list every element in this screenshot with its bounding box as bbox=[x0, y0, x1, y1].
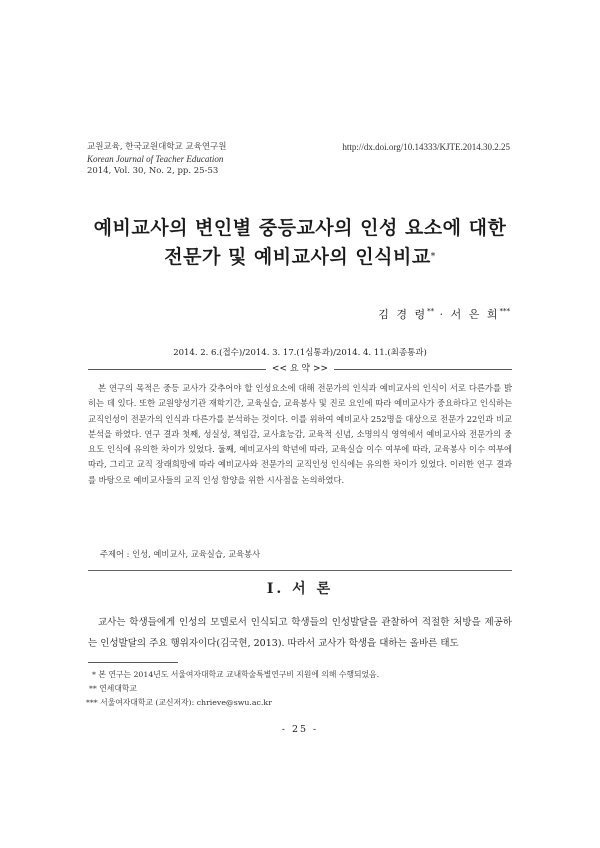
publisher: 교원교육, 한국교원대학교 교육연구원 bbox=[87, 142, 227, 152]
author-2: 서 은 희 bbox=[450, 308, 500, 321]
author-separator: · bbox=[434, 308, 451, 321]
keywords: 주제어 : 인성, 예비교사, 교육실습, 교육봉사 bbox=[100, 549, 261, 559]
journal-header bbox=[87, 141, 226, 177]
submission-dates: 2014. 2. 6.(접수)/2014. 3. 17.(1심통과)/2014. 4. 11.(최종통과) bbox=[173, 348, 427, 358]
abstract-bottom-rule bbox=[88, 570, 512, 571]
body-paragraph: 교사는 학생들에게 인성의 모델로서 인식되고 학생들의 인성발달을 관찰하여 적절한 처방을 제공하는 인성발달의 주요 행위자이다(김국현, 2013). 따라서 교사가 학생을 대하는 올바른 태도 bbox=[88, 617, 512, 649]
footnote-3: *** 서울여자대학교 (교신저자): chrieve@swu.ac.kr bbox=[86, 698, 272, 707]
title-line-1: 예비교사의 변인별 중등교사의 인성 요소에 대한 bbox=[93, 217, 507, 239]
section-title: Ⅰ. 서 론 bbox=[266, 581, 334, 597]
title-footnote-mark: * bbox=[430, 252, 436, 262]
footnote-2: ** 연세대학교 bbox=[89, 684, 137, 693]
doi-link[interactable]: http://dx.doi.org/10.14333/KJTE.2014.30.2.25 bbox=[342, 142, 510, 152]
footnote-1: * 본 연구는 2014년도 서울여자대학교 교내학술특별연구비 지원에 의해 수행되었음. bbox=[92, 670, 380, 679]
summary-heading: << 요 약 >> bbox=[0, 361, 600, 374]
footnote-rule bbox=[88, 662, 178, 663]
author-1-mark: ** bbox=[427, 307, 435, 316]
authors bbox=[378, 306, 510, 322]
author-2-mark: *** bbox=[499, 307, 510, 316]
volume-info: 2014, Vol. 30, No. 2, pp. 25-53 bbox=[87, 166, 219, 176]
title-line-2: 전문가 및 예비교사의 인식비교* bbox=[164, 246, 436, 268]
journal-name: Korean Journal of Teacher Education bbox=[87, 154, 224, 164]
author-1: 김 경 령 bbox=[378, 308, 428, 321]
paper-title bbox=[60, 214, 540, 272]
abstract-text: 본 연구의 목적은 중등 교사가 갖추어야 할 인성요소에 대해 전문가의 인식과 예비교사의 인식이 서로 다른가를 밝히는 데 있다. 또한 교원양성기관 재학기간, 교육실습, 교육봉사 및 진로 요인에 따라 예비교사가 중요하다고 인식하는 교직인성이 전문가의 인식과 다른가를 분석하는 것이다. 이를 위하여 예비교사 252명을 대상으로 전문가 22인과 비교 분석을 하였다. 연구 결과 첫째, 성실성, 책임감, 교사효능감, 교육적 신념, 소명의식 영역에서 예비교사와 전문가의 중요도 인식에 유의한 차이가 있었다. 둘째, 예비교사의 학년에 따라, 교육실습 이수 여부에 따라, 교육봉사 이수 여부에 따라, 그리고 교직 장래희망에 따라 예비교사와 전문가의 교직인성 인식에는 유의한 차이가 있었다. 이러한 연구 결과를 바탕으로 예비교사들의 교직 인성 함양을 위한 시사점을 논의하였다. bbox=[88, 383, 512, 485]
page-number: - 25 - bbox=[281, 724, 319, 735]
